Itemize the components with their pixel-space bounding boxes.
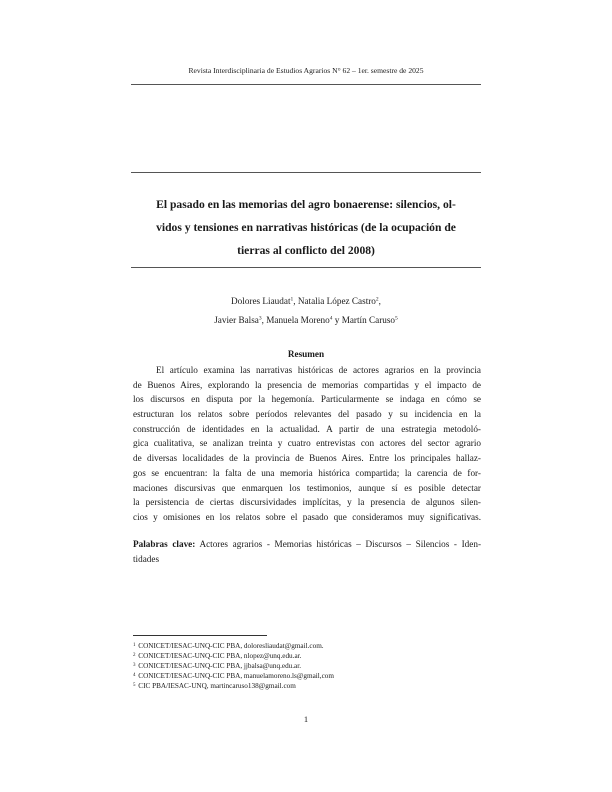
journal-header: Revista Interdisciplinaria de Estudios Agrarios N° 62 – 1er. semestre de 2025 [188, 66, 424, 75]
abstract-line: de diversas localidades de la provincia de Buenos Aires. Entre los principales hallaz- [133, 453, 481, 464]
author-mark: 2 [375, 296, 379, 303]
abstract-line: cios y omisiones en los relatos sobre el pasado que consideramos muy significativas. [133, 511, 481, 522]
authors-line-2 [0, 315, 612, 325]
footnote-text: CONICET/IESAC-UNQ-CIC PBA, manuelamoreno.ls@gmail,com [138, 672, 334, 680]
footnote [133, 671, 483, 681]
title-line: vidos y tensiones en narrativas históricas (de la ocupación de [156, 221, 456, 234]
keywords-line [133, 537, 481, 552]
author-separator: y [332, 315, 342, 325]
abstract-line: construcción de identidades en la actualidad. A partir de una estrategia metodoló- [133, 423, 481, 434]
footnote [133, 651, 483, 661]
author-mark: 5 [395, 315, 398, 322]
footnote [133, 661, 483, 671]
title-top-rule [131, 172, 481, 173]
keywords [133, 537, 481, 567]
footnotes [133, 641, 483, 691]
footnote [133, 641, 483, 651]
footnote-mark: 1 [133, 642, 136, 648]
footnote-text: CONICET/IESAC-UNQ-CIC PBA, jjbalsa@unq.edu.ar. [138, 662, 302, 670]
keywords-text: Actores agrarios - Memorias históricas – Discursos – Silencios - Iden- [195, 539, 482, 549]
author-name: Javier Balsa [214, 315, 259, 325]
footnote-mark: 5 [133, 682, 136, 688]
author-mark: 1 [290, 296, 294, 303]
author-name: Manuela Moreno [266, 315, 330, 325]
author-name: Dolores Liaudat [231, 296, 291, 306]
footnote-text: CONICET/IESAC-UNQ-CIC PBA, doloresliaudat@gmail.com. [138, 642, 324, 650]
title-line: tierras al conflicto del 2008) [237, 244, 375, 257]
authors-line-1 [0, 296, 612, 306]
footnote [133, 681, 483, 691]
keywords-line: tidades [133, 553, 160, 564]
abstract-line: de Buenos Aires, explorando la presencia de memorias compartidas y el impacto de [133, 379, 481, 390]
footnote-mark: 3 [133, 662, 136, 668]
abstract-line: gos se encuentran: la falta de una memoria histórica compartida; la carencia de for- [133, 467, 481, 478]
abstract-line: estructuran los relatos sobre períodos relevantes del pasado y su incidencia en la [133, 409, 481, 420]
footnote-mark: 2 [133, 652, 136, 658]
author-name: Natalia López Castro [297, 296, 376, 306]
abstract-line: El artículo examina las narrativas históricas de actores agrarios en la provincia [156, 365, 481, 375]
footnote-rule [133, 635, 267, 636]
footnote-text: CONICET/IESAC-UNQ-CIC PBA, nlopez@unq.edu.ar. [138, 652, 302, 660]
author-separator: , [261, 315, 267, 325]
footnote-text: CIC PBA/IESAC-UNQ, martincaruso138@gmail.com [138, 682, 296, 690]
header-rule [131, 84, 481, 85]
abstract-line: la persistencia de ciertas discursividades implícitas, y la presencia de algunos silen- [133, 497, 481, 508]
author-separator: , [293, 296, 298, 306]
abstract-line: gica cualitativa, se analizan treinta y cuatro entrevistas con actores del sector agrario [133, 438, 481, 449]
abstract-line: maciones discursivas que enmarquen los testimonios, aunque sí es posible detectar [133, 482, 481, 493]
author-mark: 4 [329, 315, 333, 322]
title-bottom-rule [131, 267, 481, 268]
title-line: El pasado en las memorias del agro bonaerense: silencios, ol- [156, 198, 456, 211]
author-mark: 3 [258, 315, 262, 322]
author-name: Martín Caruso [341, 315, 396, 325]
keywords-label: Palabras clave: [133, 539, 196, 549]
abstract-body [133, 363, 481, 525]
abstract-heading: Resumen [287, 349, 325, 359]
abstract-line: los discursos en disputa por la hegemonía. Particularmente se indaga en cómo se [133, 394, 481, 405]
page-number: 1 [303, 714, 309, 724]
footnote-mark: 4 [133, 672, 136, 678]
author-separator: , [378, 296, 381, 306]
article-title [132, 193, 480, 262]
